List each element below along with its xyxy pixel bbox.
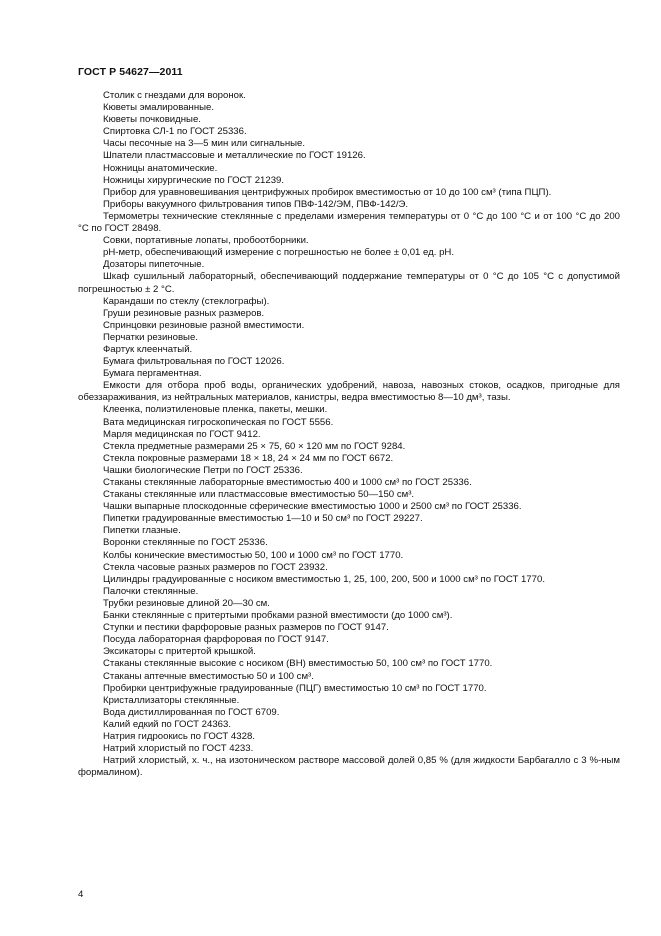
list-item: Стекла предметные размерами 25 × 75, 60 × 120 мм по ГОСТ 9284. bbox=[103, 440, 406, 452]
list-item: Натрий хлористый по ГОСТ 4233. bbox=[103, 743, 254, 755]
list-item: Чашки выпарные плоскодонные сферические вместимостью 1000 и 2500 см³ по ГОСТ 25336. bbox=[103, 501, 522, 513]
list-item: Вата медицинская гигроскопическая по ГОСТ 5556. bbox=[103, 416, 334, 428]
list-item: Прибор для уравновешивания центрифужных пробирок вместимостью от 10 до 100 см³ (типа ПЦП). bbox=[103, 186, 552, 198]
list-item: Пипетки глазные. bbox=[103, 525, 181, 537]
list-item: Вода дистиллированная по ГОСТ 6709. bbox=[103, 706, 280, 718]
list-item: Спринцовки резиновые разной вместимости. bbox=[103, 319, 305, 331]
list-item: Бумага пергаментная. bbox=[103, 368, 202, 380]
list-item: Пипетки градуированные вместимостью 1—10 и 50 см³ по ГОСТ 29227. bbox=[103, 513, 423, 525]
list-item: Груши резиновые разных размеров. bbox=[103, 307, 265, 319]
list-item: Натрий хлористый, х. ч., на изотоническом растворе массовой долей 0,85 % (для жидкости Барбагалло с 3 %-ным формалином). bbox=[78, 755, 620, 779]
list-item: Стаканы стеклянные или пластмассовые вместимостью 50—150 см³. bbox=[103, 489, 415, 501]
list-item: Палочки стеклянные. bbox=[103, 585, 199, 597]
list-item: Карандаши по стеклу (стеклографы). bbox=[103, 295, 270, 307]
list-item: Банки стеклянные с притертыми пробками разной вместимости (до 1000 см³). bbox=[103, 610, 453, 622]
list-item: Перчатки резиновые. bbox=[103, 331, 198, 343]
list-item: рН-метр, обеспечивающий измерение с погрешностью не более ± 0,01 ед. рН. bbox=[103, 247, 455, 259]
list-item: Термометры технические стеклянные с пределами измерения температуры от 0 °С до 100 °С и от 100 °С до 200 °С по ГОСТ 28498. bbox=[78, 210, 620, 235]
list-item: Столик с гнездами для воронок. bbox=[103, 90, 246, 101]
list-item: Совки, портативные лопаты, пробоотборники. bbox=[103, 235, 309, 247]
list-item: Стаканы стеклянные лабораторные вместимостью 400 и 1000 см³ по ГОСТ 25336. bbox=[103, 477, 472, 488]
list-item: Колбы конические вместимостью 50, 100 и 1000 см³ по ГОСТ 1770. bbox=[103, 549, 404, 561]
list-item: Натрия гидроокись по ГОСТ 4328. bbox=[103, 730, 255, 742]
document-header: ГОСТ Р 54627—2011 bbox=[78, 66, 183, 78]
list-item: Бумага фильтровальная по ГОСТ 12026. bbox=[103, 356, 285, 368]
list-item: Шкаф сушильный лабораторный, обеспечивающий поддержание температуры от 0 °С до 105 °С с допустимой погрешностью ± 2 °С. bbox=[78, 271, 620, 295]
list-item: Стаканы стеклянные высокие с носиком (ВН) вместимостью 50, 100 см³ по ГОСТ 1770. bbox=[103, 658, 493, 670]
list-item: Часы песочные на 3—5 мин или сигнальные. bbox=[103, 138, 306, 150]
list-item: Цилиндры градуированные с носиком вместимостью 1, 25, 100, 200, 500 и 1000 см³ по ГОСТ 1770. bbox=[103, 573, 545, 585]
list-item: Марля медицинская по ГОСТ 9412. bbox=[103, 428, 261, 440]
list-item: Чашки биологические Петри по ГОСТ 25336. bbox=[103, 464, 303, 476]
list-item: Шпатели пластмассовые и металлические по ГОСТ 19126. bbox=[103, 150, 366, 162]
list-item: Ступки и пестики фарфоровые разных размеров по ГОСТ 9147. bbox=[103, 622, 389, 634]
list-item: Ножницы хирургические по ГОСТ 21239. bbox=[103, 174, 285, 186]
list-item: Клеенка, полиэтиленовые пленка, пакеты, мешки. bbox=[103, 404, 328, 416]
page-number: 4 bbox=[78, 889, 84, 900]
list-item: Трубки резиновые длиной 20—30 см. bbox=[103, 597, 270, 609]
list-item: Калий едкий по ГОСТ 24363. bbox=[103, 718, 232, 730]
list-item: Стаканы аптечные вместимостью 50 и 100 см³. bbox=[103, 670, 314, 682]
list-item: Кюветы эмалированные. bbox=[103, 102, 215, 114]
list-item: Воронки стеклянные по ГОСТ 25336. bbox=[103, 537, 268, 549]
list-item: Емкости для отбора проб воды, органических удобрений, навоза, навозных стоков, осадков, пригодные для обеззараживания, из нейтральных материалов, канистры, ведра вместимостью 8—10 дм³, тазы. bbox=[78, 380, 620, 404]
list-item: Стекла часовые разных размеров по ГОСТ 23932. bbox=[103, 561, 328, 573]
list-item: Пробирки центрифужные градуированные (ПЦГ) вместимостью 10 см³ по ГОСТ 1770. bbox=[103, 682, 487, 694]
list-item: Фартук клеенчатый. bbox=[103, 343, 193, 355]
equipment-list bbox=[78, 90, 620, 779]
list-item: Стекла покровные размерами 18 × 18, 24 × 24 мм по ГОСТ 6672. bbox=[103, 452, 394, 464]
list-item: Приборы вакуумного фильтрования типов ПВФ-142/ЭМ, ПВФ-142/Э. bbox=[103, 198, 409, 210]
list-item: Дозаторы пипеточные. bbox=[103, 259, 205, 271]
list-item: Эксикаторы с притертой крышкой. bbox=[103, 646, 256, 658]
list-item: Кюветы почковидные. bbox=[103, 114, 201, 126]
list-item: Кристаллизаторы стеклянные. bbox=[103, 694, 240, 706]
list-item: Ножницы анатомические. bbox=[103, 162, 218, 174]
list-item: Спиртовка СЛ-1 по ГОСТ 25336. bbox=[103, 126, 247, 138]
list-item: Посуда лабораторная фарфоровая по ГОСТ 9147. bbox=[103, 634, 329, 646]
